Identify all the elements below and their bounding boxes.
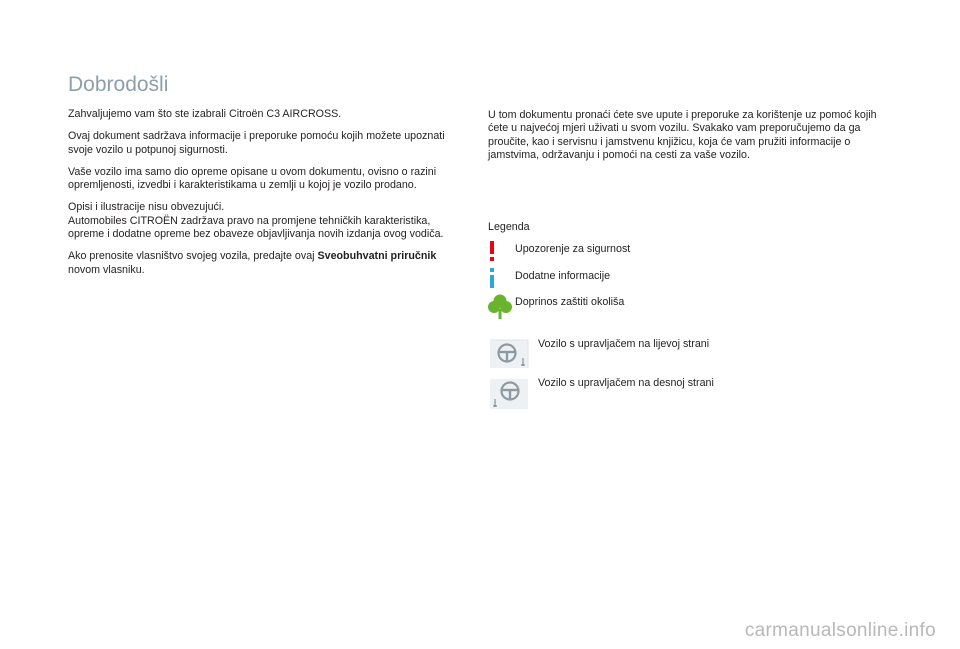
page-title: Dobrodošli [68, 73, 169, 96]
left-hand-drive-icon [488, 338, 530, 373]
manual-name: Sveobuhvatni priručnik [317, 250, 437, 263]
left-column [68, 108, 460, 286]
environment-icon [488, 294, 512, 323]
legend-label-environment: Doprinos zaštiti okoliša [515, 296, 625, 308]
legend-label-right-hand-drive: Vozilo s upravljačem na desnoj strani [538, 377, 714, 389]
warning-icon [488, 240, 496, 265]
disclaimer-paragraph [68, 201, 460, 241]
legend-item-warning [488, 240, 808, 262]
document-info-paragraph: Ovaj dokument sadržava informacije i preporuke pomoću kojih možete upoznati svoje vozilo u potpunoj sigurnosti. [68, 130, 445, 156]
right-column [488, 109, 880, 171]
disclaimer-line-1: Opisi i ilustracije nisu obvezujući. [68, 201, 225, 214]
welcome-paragraph: Zahvaljujemo vam što ste izabrali Citroën C3 AIRCROSS. [68, 108, 342, 120]
usage-paragraph: U tom dokumentu pronaći ćete sve upute i preporuke za korištenje uz pomoć kojih ćete u najvećoj mjeri uživati u svom vozilu. Svakako vam preporučujemo da ga proučite, kao i servisnu i jamstvenu knjižicu, koja će vam pružiti informacije o jamstvima, održavanju i pomoći na cesti za vaše vozilo. [488, 109, 877, 161]
legend-item-right-hand-drive [488, 375, 808, 411]
legend-item-info [488, 267, 808, 289]
ownership-text-after: novom vlasniku. [68, 263, 145, 276]
legend-label-warning: Upozorenje za sigurnost [515, 243, 631, 255]
equipment-paragraph: Vaše vozilo ima samo dio opreme opisane u ovom dokumentu, ovisno o razini opremljenosti, izvedbi i karakteristikama u zemlji u kojoj je vozilo prodano. [68, 165, 437, 192]
legend-item-left-hand-drive [488, 336, 808, 370]
legend-label-info: Dodatne informacije [515, 270, 611, 282]
ownership-text-before: Ako prenosite vlasništvo svojeg vozila, predajte ovaj [68, 250, 318, 263]
legend-title: Legenda [488, 221, 530, 233]
legend-label-left-hand-drive: Vozilo s upravljačem na lijevoj strani [538, 338, 710, 350]
info-icon [488, 267, 496, 292]
legend-item-environment [488, 294, 808, 320]
right-hand-drive-icon [488, 377, 530, 414]
disclaimer-line-2: Automobiles CITROËN zadržava pravo na promjene tehničkih karakteristika, opreme i dodatne opreme bez obaveze objavljivanja novih izdanja ovog vodiča. [68, 214, 444, 241]
ownership-paragraph [68, 250, 460, 277]
watermark: carmanualsonline.info [744, 620, 936, 641]
